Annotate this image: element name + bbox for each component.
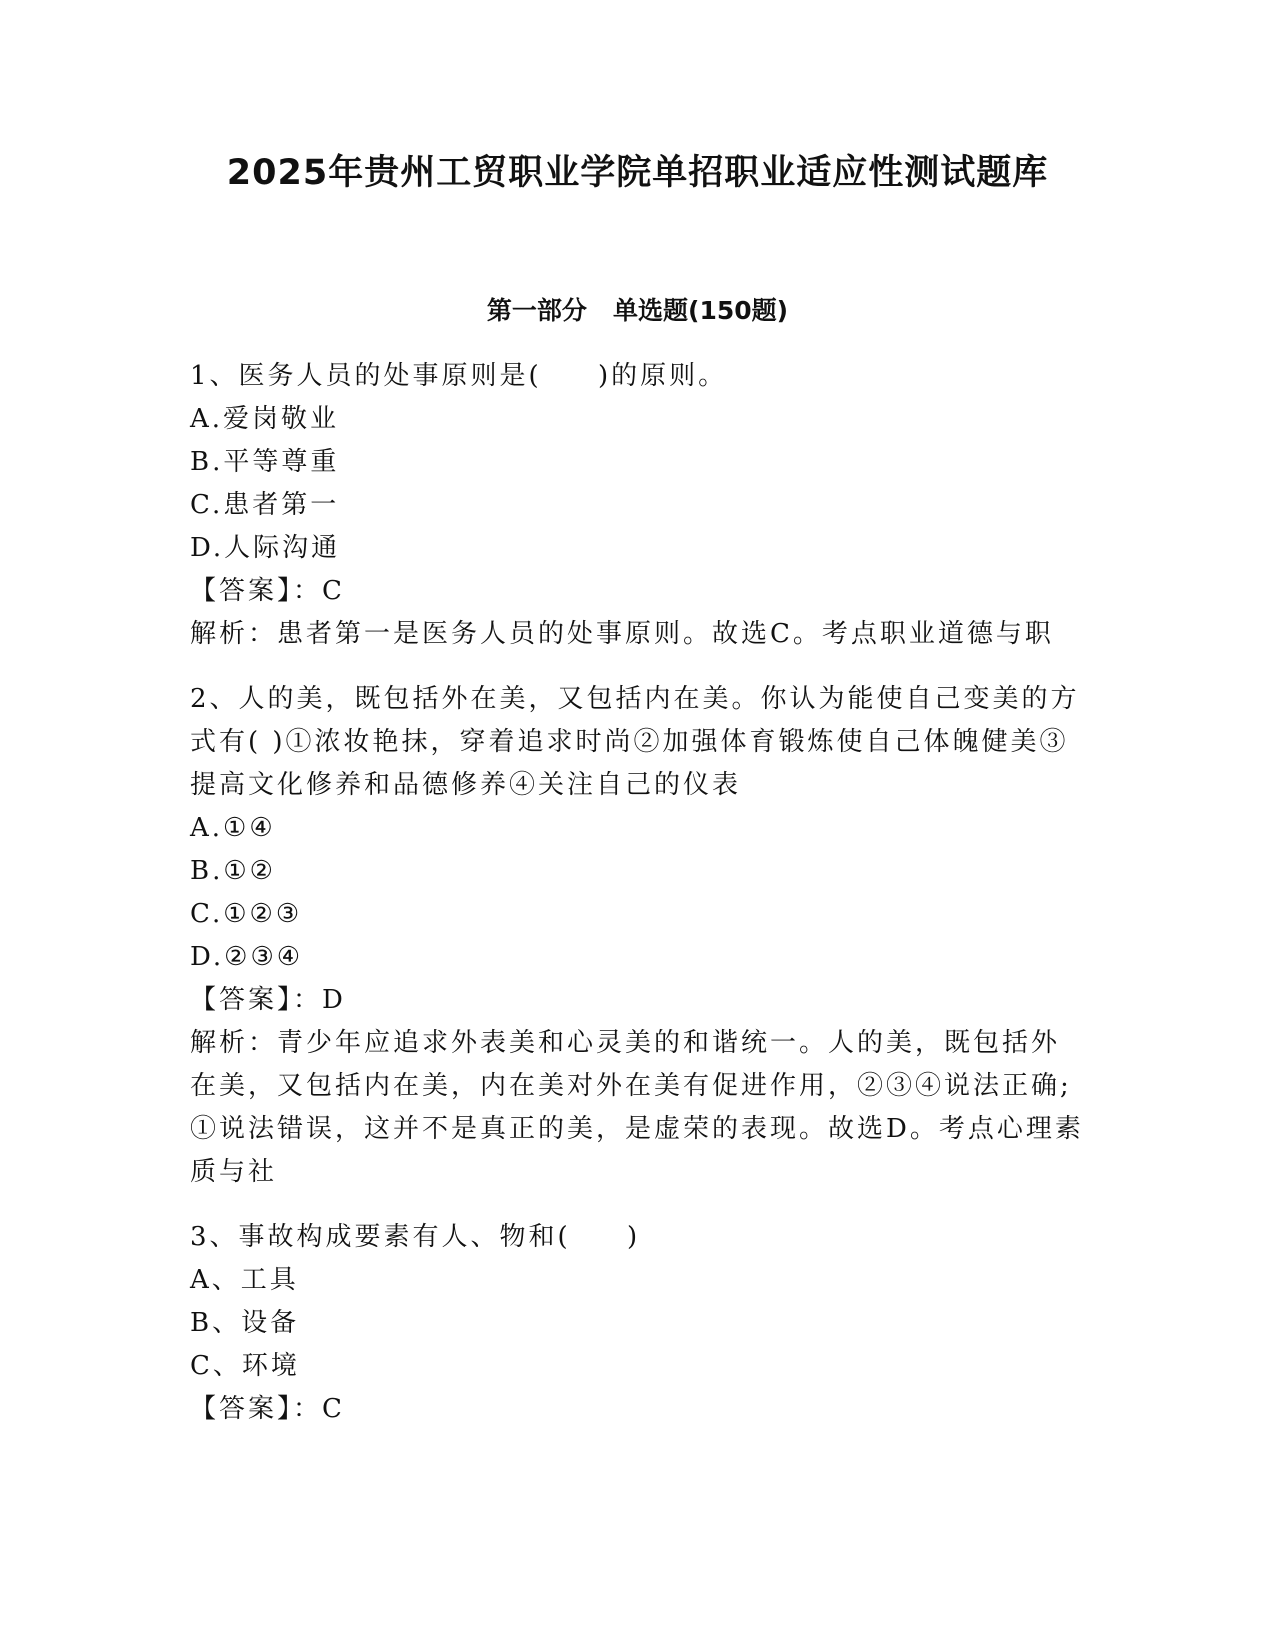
option-b: B.平等尊重 — [190, 447, 340, 477]
question-list — [190, 355, 1085, 1453]
answer: 【答案】：C — [190, 576, 345, 606]
question-1 — [190, 355, 1085, 656]
answer: 【答案】：C — [190, 1394, 345, 1424]
answer: 【答案】：D — [190, 985, 346, 1015]
section-title: 第一部分 单选题(150题) — [486, 296, 789, 325]
option-c: C、环境 — [190, 1351, 300, 1381]
option-a: A、工具 — [190, 1265, 299, 1295]
option-a: A.①④ — [190, 813, 276, 843]
question-3 — [190, 1216, 1085, 1431]
document-title: 2025年贵州工贸职业学院单招职业适应性测试题库 — [226, 153, 1049, 193]
option-b: B.①② — [190, 856, 276, 886]
option-d: D.人际沟通 — [190, 533, 341, 563]
question-2 — [190, 678, 1085, 1194]
option-d: D.②③④ — [190, 942, 304, 972]
analysis: 解析：青少年应追求外表美和心灵美的和谐统一。人的美，既包括外在美，又包括内在美，内在美对外在美有促进作用，②③④说法正确;①说法错误，这并不是真正的美，是虚荣的表现。故选D。考点心理素质与社 — [190, 1028, 1084, 1187]
question-stem: 2、人的美，既包括外在美，又包括内在美。你认为能使自己变美的方式有( )①浓妆艳抹，穿着追求时尚②加强体育锻炼使自己体魄健美③提高文化修养和品德修养④关注自己的仪表 — [190, 684, 1080, 800]
option-c: C.患者第一 — [190, 490, 340, 520]
analysis: 解析：患者第一是医务人员的处事原则。故选C。考点职业道德与职 — [190, 619, 1054, 649]
option-b: B、设备 — [190, 1308, 300, 1338]
option-a: A.爱岗敬业 — [190, 404, 340, 434]
question-stem: 1、医务人员的处事原则是( )的原则。 — [190, 361, 728, 391]
option-c: C.①②③ — [190, 899, 303, 929]
question-stem: 3、事故构成要素有人、物和( ) — [190, 1222, 641, 1252]
